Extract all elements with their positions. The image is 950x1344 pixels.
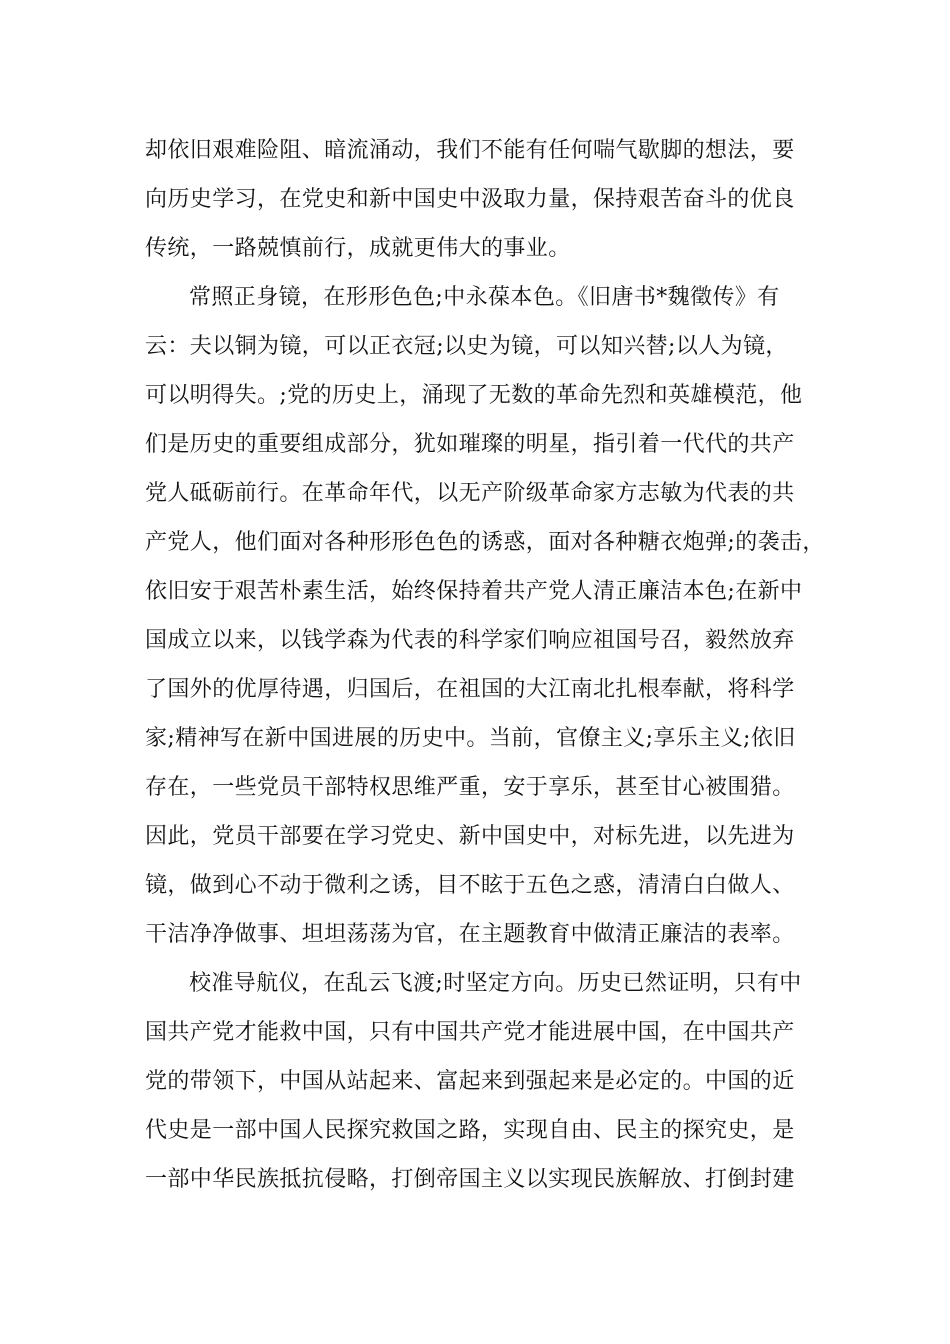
text-line: 一部中华民族抵抗侵略，打倒帝国主义以实现民族解放、打倒封建 bbox=[145, 1167, 795, 1192]
paragraph-first-line: 校准导航仪，在乱云飞渡;时坚定方向。历史已然证明，只有中 bbox=[189, 971, 802, 996]
text-line: 因此，党员干部要在学习党史、新中国史中，对标先进，以先进为 bbox=[145, 824, 795, 849]
paragraph-first-line: 常照正身镜，在形形色色;中永葆本色。《旧唐书*魏徵传》有 bbox=[189, 285, 780, 310]
text-line: 了国外的优厚待遇，归国后，在祖国的大江南北扎根奉献，将科学 bbox=[145, 677, 795, 702]
text-line: 们是历史的重要组成部分，犹如璀璨的明星，指引着一代代的共产 bbox=[145, 432, 795, 457]
text-line: 依旧安于艰苦朴素生活，始终保持着共产党人清正廉洁本色;在新中 bbox=[145, 579, 803, 604]
text-line: 国共产党才能救中国，只有中国共产党才能进展中国，在中国共产 bbox=[145, 1020, 795, 1045]
text-line: 却依旧艰难险阻、暗流涌动，我们不能有任何喘气歇脚的想法，要 bbox=[145, 138, 795, 163]
text-line: 可以明得失。;党的历史上，涌现了无数的革命先烈和英雄模范，他 bbox=[145, 383, 803, 408]
text-line: 镜，做到心不动于微利之诱，目不眩于五色之惑，清清白白做人、 bbox=[145, 873, 795, 898]
text-line: 存在，一些党员干部特权思维严重，安于享乐，甚至甘心被围猎。 bbox=[145, 775, 795, 800]
text-line: 国成立以来，以钱学森为代表的科学家们响应祖国号召，毅然放弃 bbox=[145, 628, 795, 653]
text-line: 干洁净净做事、坦坦荡荡为官，在主题教育中做清正廉洁的表率。 bbox=[145, 922, 795, 947]
text-line: 家;精神写在新中国进展的历史中。当前，官僚主义;享乐主义;依旧 bbox=[145, 726, 796, 751]
text-line: 传统，一路兢慎前行，成就更伟大的事业。 bbox=[145, 236, 571, 261]
text-line: 向历史学习，在党史和新中国史中汲取力量，保持艰苦奋斗的优良 bbox=[145, 187, 795, 212]
text-line: 党的带领下，中国从站起来、富起来到强起来是必定的。中国的近 bbox=[145, 1069, 795, 1094]
text-line: 代史是一部中国人民探究救国之路，实现自由、民主的探究史，是 bbox=[145, 1118, 795, 1143]
text-line: 党人砥砺前行。在革命年代，以无产阶级革命家方志敏为代表的共 bbox=[145, 481, 795, 506]
text-line: 产党人，他们面对各种形形色色的诱惑，面对各种糖衣炮弹;的袭击， bbox=[145, 530, 825, 555]
text-line: 云：夫以铜为镜，可以正衣冠;以史为镜，可以知兴替;以人为镜， bbox=[145, 334, 788, 359]
